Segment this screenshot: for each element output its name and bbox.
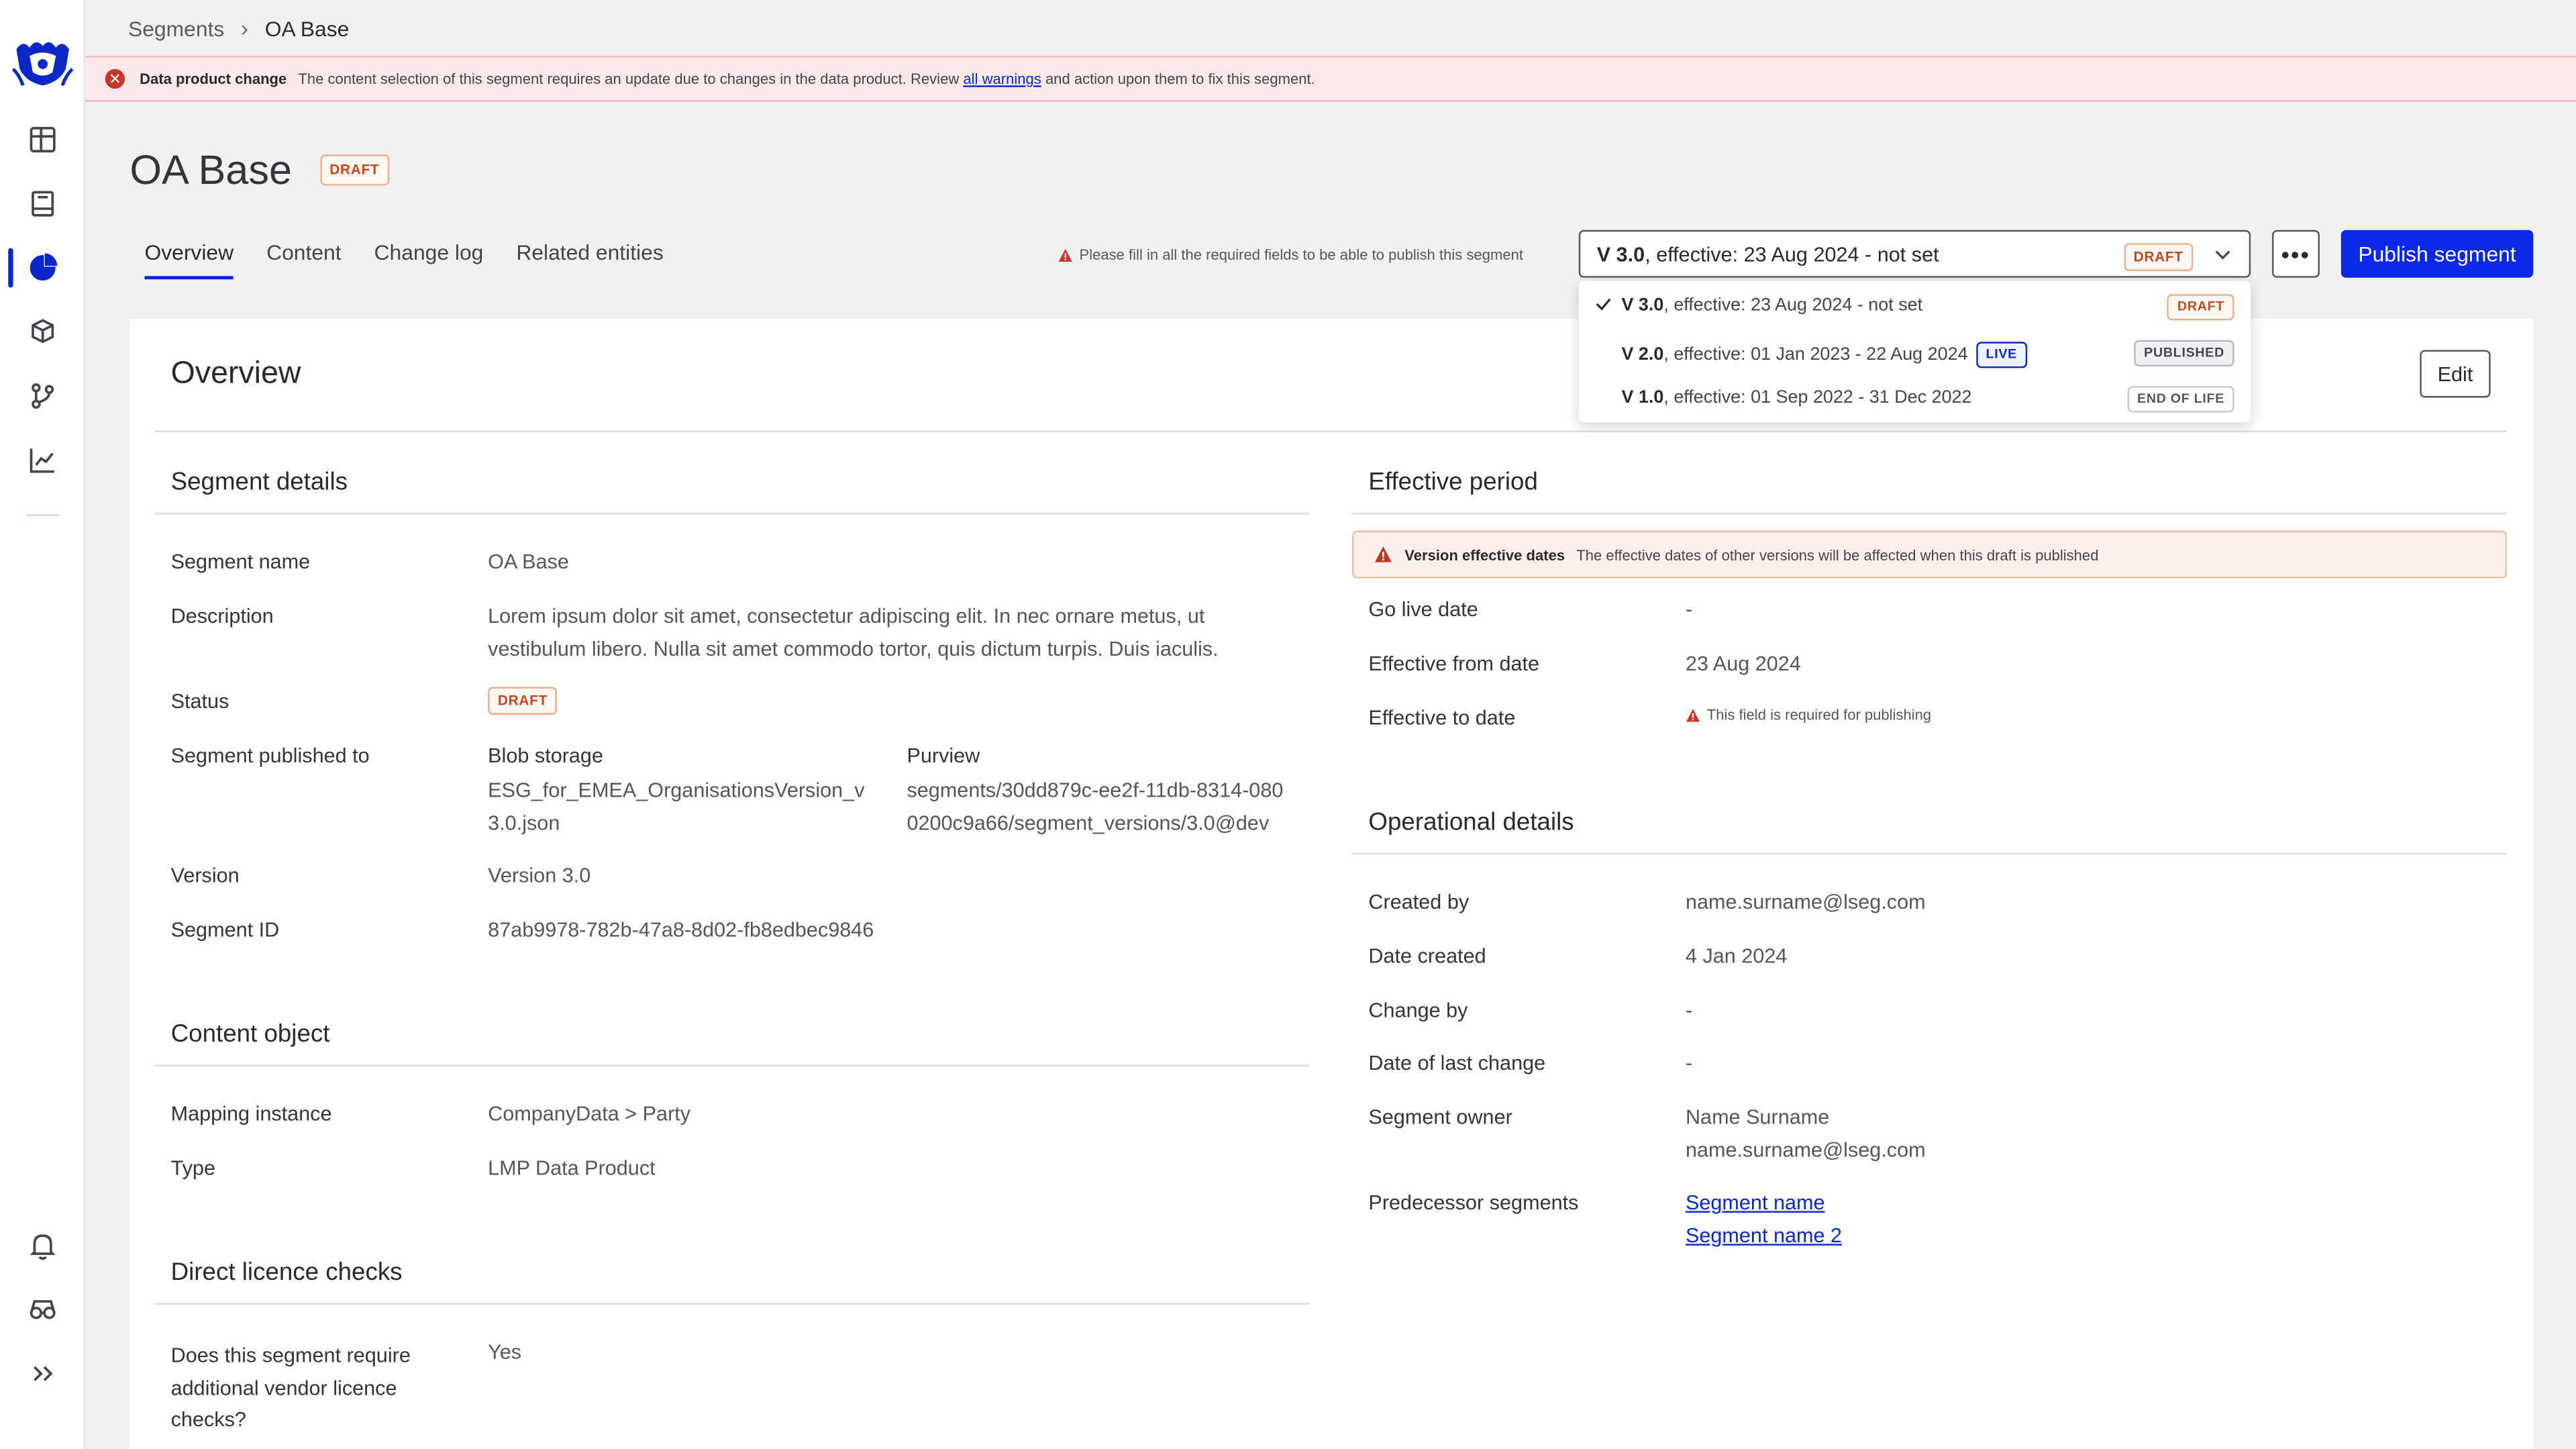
version-tag: END OF LIFE xyxy=(2127,386,2234,412)
date-created-value: 4 Jan 2024 xyxy=(1685,944,1788,968)
check-icon xyxy=(1594,294,1613,313)
segment-name-label: Segment name xyxy=(170,550,311,574)
tab-content[interactable]: Content xyxy=(266,240,342,265)
description-line: Lorem ipsum dolor sit amet, consectetur adipiscing elit. In nec ornare metus, ut xyxy=(488,604,1205,628)
effective-to-label: Effective to date xyxy=(1368,706,1516,730)
all-warnings-link[interactable]: all warnings xyxy=(963,70,1041,87)
divider xyxy=(154,1303,1309,1305)
banner-title: Data product change xyxy=(140,70,287,87)
description-line: vestibulum libero. Nulla sit amet commodo tortor, quis dictum turpis. Duis iaculis. xyxy=(488,636,1219,660)
edit-button[interactable]: Edit xyxy=(2420,350,2490,397)
version-effective-alert xyxy=(1352,531,2507,579)
version-tag: DRAFT xyxy=(2167,294,2234,320)
last-change-label: Date of last change xyxy=(1368,1051,1546,1075)
glasses-icon[interactable] xyxy=(23,1290,62,1330)
sidebar-divider xyxy=(26,514,59,515)
version-dates: , effective: 01 Sep 2022 - 31 Dec 2022 xyxy=(1663,387,1972,408)
version-menu-item[interactable] xyxy=(1579,374,2251,421)
divider xyxy=(1352,513,2507,514)
version-dates: , effective: 01 Jan 2023 - 22 Aug 2024 xyxy=(1663,345,1968,365)
predecessor-value xyxy=(1686,1188,1842,1252)
predecessor-link[interactable]: Segment name 2 xyxy=(1685,1223,1843,1247)
page-title xyxy=(130,148,389,195)
created-by-label: Created by xyxy=(1368,890,1470,914)
table-icon[interactable] xyxy=(23,120,62,160)
description-value xyxy=(488,601,1219,665)
blob-line: ESG_for_EMEA_OrganisationsVersion_v xyxy=(488,779,865,802)
tab-related-entities[interactable]: Related entities xyxy=(516,240,664,265)
version-select-label: , effective: 23 Aug 2024 - not set xyxy=(1645,242,1939,266)
licence-question-line: checks? xyxy=(170,1408,246,1432)
warning-icon xyxy=(1058,247,1073,262)
version-select[interactable] xyxy=(1579,230,2251,278)
pie-chart-icon[interactable] xyxy=(23,248,62,288)
logo-icon[interactable] xyxy=(10,36,76,92)
go-live-label: Go live date xyxy=(1368,598,1478,621)
divider xyxy=(154,1064,1309,1066)
mapping-instance-value: CompanyData > Party xyxy=(488,1102,691,1126)
expand-icon[interactable] xyxy=(23,1354,62,1393)
purview-line: segments/30dd879c-ee2f-11db-8314-080 xyxy=(907,779,1284,802)
divider xyxy=(154,513,1309,514)
segment-published-to-label: Segment published to xyxy=(170,744,370,768)
active-indicator xyxy=(8,248,13,288)
predecessor-link[interactable]: Segment name xyxy=(1685,1191,1825,1215)
operational-details-heading: Operational details xyxy=(1368,808,1574,837)
licence-question-line: additional vendor licence xyxy=(170,1376,397,1399)
version-select-tag: DRAFT xyxy=(2124,243,2194,270)
divider xyxy=(154,430,2507,432)
status-label: Status xyxy=(170,690,229,713)
version-tag: PUBLISHED xyxy=(2134,340,2234,366)
created-by-value: name.surname@lseg.com xyxy=(1685,890,1926,914)
data-product-change-banner xyxy=(85,56,2576,102)
banner-text xyxy=(298,70,1315,87)
more-actions-button[interactable]: ••• xyxy=(2272,230,2320,278)
type-value: LMP Data Product xyxy=(488,1156,656,1180)
status-value-badge: DRAFT xyxy=(488,687,558,713)
segment-owner-label: Segment owner xyxy=(1368,1105,1512,1129)
segment-owner-value xyxy=(1686,1103,1926,1166)
banner-text-before: The content selection of this segment requires an update due to changes in the data product. Review xyxy=(298,70,960,87)
version-dates: , effective: 23 Aug 2024 - not set xyxy=(1663,295,1923,316)
purview-line: 0200c9a66/segment_versions/3.0@dev xyxy=(907,811,1270,834)
effective-to-warning-text: This field is required for publishing xyxy=(1706,706,1932,723)
effective-period-heading: Effective period xyxy=(1368,468,1538,497)
alert-title: Version effective dates xyxy=(1404,546,1565,563)
change-by-label: Change by xyxy=(1368,999,1468,1022)
effective-from-label: Effective from date xyxy=(1368,652,1540,676)
description-label: Description xyxy=(170,604,274,628)
tab-bar xyxy=(144,240,663,279)
version-number: V 2.0 xyxy=(1621,345,1664,365)
version-menu-item[interactable] xyxy=(1579,329,2251,375)
version-menu-item[interactable] xyxy=(1579,283,2251,329)
error-icon: ✕ xyxy=(105,69,125,89)
effective-from-value: 23 Aug 2024 xyxy=(1685,652,1801,676)
warning-icon xyxy=(1374,546,1393,564)
licence-answer: Yes xyxy=(488,1340,522,1364)
divider xyxy=(1352,853,2507,854)
chevron-down-icon xyxy=(2213,245,2232,264)
segment-id-value: 87ab9978-782b-47a8-8d02-fb8edbec9846 xyxy=(488,918,874,942)
breadcrumb-segments[interactable]: Segments xyxy=(127,15,225,40)
licence-checks-heading: Direct licence checks xyxy=(170,1258,403,1287)
bell-icon[interactable] xyxy=(23,1226,62,1265)
alert-text: The effective dates of other versions will be affected when this draft is published xyxy=(1576,546,2099,563)
go-live-value: - xyxy=(1685,598,1693,621)
publish-segment-button[interactable]: Publish segment xyxy=(2341,230,2533,278)
predecessor-label: Predecessor segments xyxy=(1368,1191,1579,1215)
purview-label: Purview xyxy=(907,744,980,768)
version-menu xyxy=(1579,281,2251,423)
version-number: V 3.0 xyxy=(1621,295,1664,316)
breadcrumb-current: OA Base xyxy=(264,15,350,40)
blob-line: 3.0.json xyxy=(488,811,560,834)
page-title-text: OA Base xyxy=(130,148,292,194)
owner-name: Name Surname xyxy=(1685,1105,1830,1129)
chevron-right-icon: › xyxy=(240,15,249,42)
last-change-value: - xyxy=(1685,1051,1693,1075)
version-menu-item-label xyxy=(1621,342,2026,368)
live-badge: LIVE xyxy=(1976,342,2027,368)
sidebar xyxy=(0,0,85,1449)
book-icon[interactable] xyxy=(23,184,62,223)
mapping-instance-label: Mapping instance xyxy=(170,1102,332,1126)
publish-warning xyxy=(1058,246,1523,262)
cubes-icon[interactable] xyxy=(23,312,62,352)
segment-id-label: Segment ID xyxy=(170,918,280,942)
version-select-version: V 3.0 xyxy=(1596,242,1645,266)
type-label: Type xyxy=(170,1156,215,1180)
change-by-value: - xyxy=(1685,999,1693,1022)
owner-email: name.surname@lseg.com xyxy=(1685,1138,1926,1161)
version-number: V 1.0 xyxy=(1621,387,1664,408)
date-created-label: Date created xyxy=(1368,944,1486,968)
segment-name-value: OA Base xyxy=(488,550,569,574)
purview-value xyxy=(907,776,1283,840)
publish-warning-text: Please fill in all the required fields to be able to publish this segment xyxy=(1079,246,1523,263)
tab-overview[interactable]: Overview xyxy=(144,240,234,279)
version-label: Version xyxy=(170,864,240,888)
effective-to-warning xyxy=(1686,707,1931,723)
version-value: Version 3.0 xyxy=(488,864,591,888)
breadcrumb xyxy=(128,15,349,41)
content-object-heading: Content object xyxy=(170,1020,330,1049)
version-menu-item-label xyxy=(1621,388,1971,407)
licence-question-line: Does this segment require xyxy=(170,1344,411,1367)
blob-storage-label: Blob storage xyxy=(488,744,603,768)
overview-heading: Overview xyxy=(170,356,301,391)
tab-change-log[interactable]: Change log xyxy=(374,240,484,265)
trend-icon[interactable] xyxy=(23,440,62,480)
warning-icon xyxy=(1686,707,1700,722)
licence-question xyxy=(171,1341,411,1437)
segment-details-heading: Segment details xyxy=(170,468,348,497)
banner-text-after: and action upon them to fix this segment. xyxy=(1045,70,1315,87)
branch-icon[interactable] xyxy=(23,377,62,416)
blob-storage-value xyxy=(488,776,864,840)
status-badge: DRAFT xyxy=(320,154,390,185)
version-menu-item-label xyxy=(1621,296,1922,315)
